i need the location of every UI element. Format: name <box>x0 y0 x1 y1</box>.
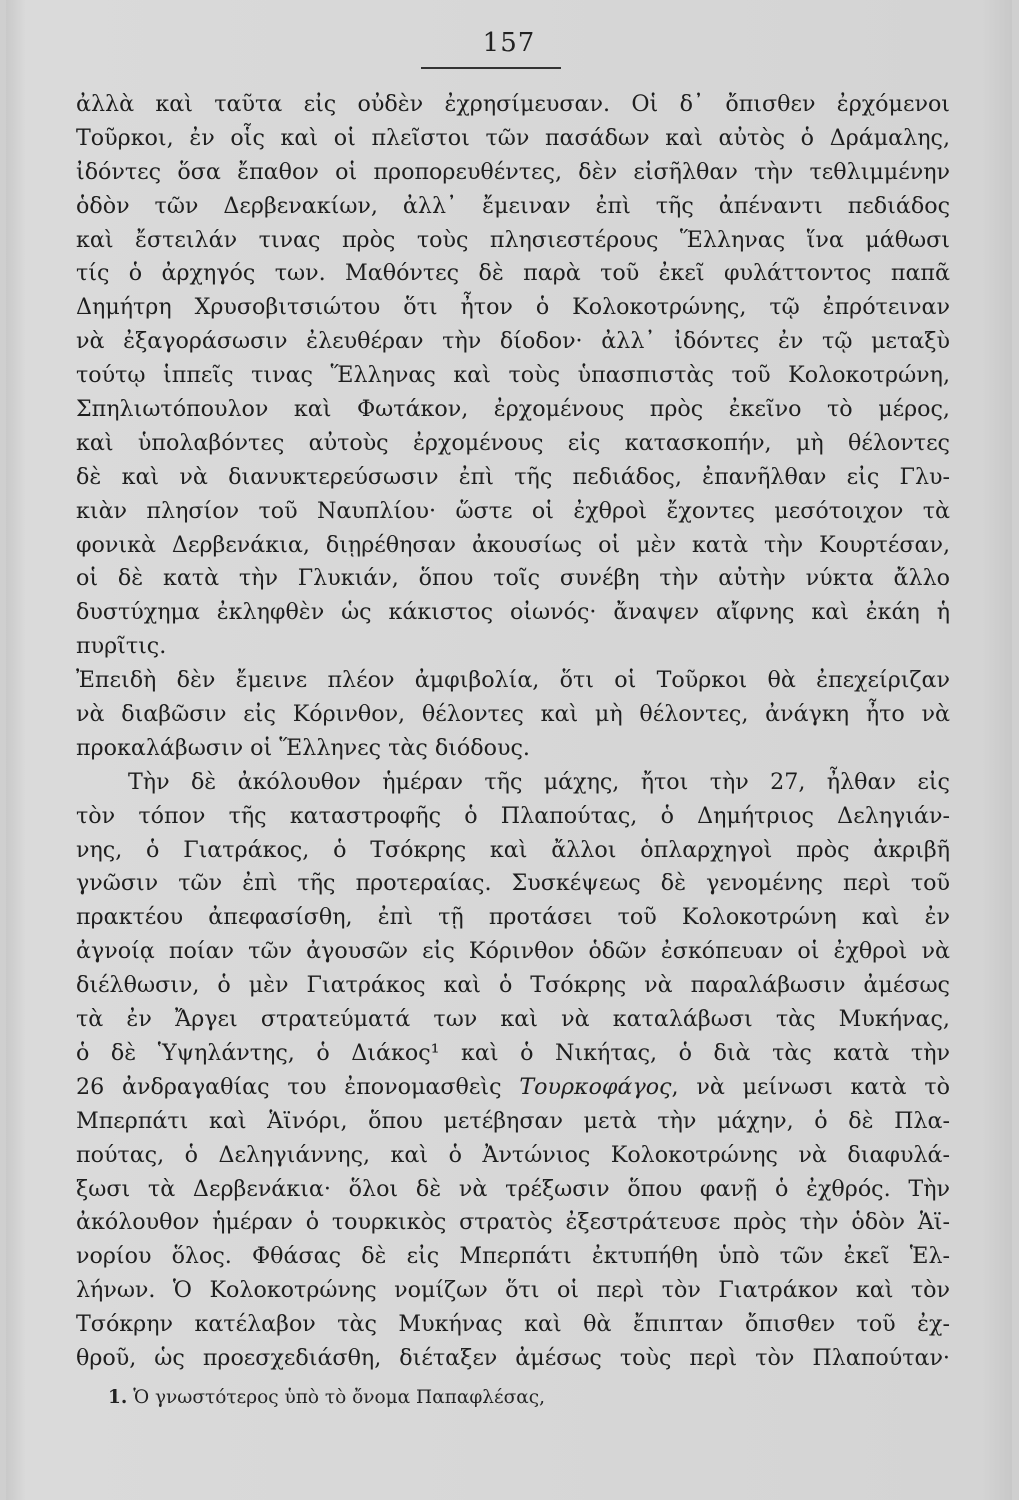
header-rule <box>421 67 561 69</box>
text-line: καὶ ὑπολαβόντες αὐτοὺς ἐρχομένους εἰς κατασκοπήν, μὴ θέλοντες <box>76 429 950 456</box>
text-line: 26 ἀνδραγαθίας του ἐπονομασθεὶς Τουρκοφάγος, νὰ μείνωσι κατὰ τὸ <box>76 1073 950 1100</box>
text-line: πυρῖτις. <box>76 633 167 660</box>
text-line: ἀκόλουθον ἡμέραν ὁ τουρκικὸς στρατὸς ἐξεστράτευσε πρὸς τὴν ὁδὸν Ἁϊ- <box>76 1209 950 1236</box>
text-line: Μπερπάτι καὶ Ἁϊνόρι, ὅπου μετέβησαν μετὰ τὴν μάχην, ὁ δὲ Πλα- <box>76 1107 950 1134</box>
text-line: δὲ καὶ νὰ διανυκτερεύσωσιν ἐπὶ τῆς πεδιάδος, ἐπανῆλθαν εἰς Γλυ- <box>76 463 950 490</box>
text-line: ξωσι τὰ Δερβενάκια· ὅλοι δὲ νὰ τρέξωσιν ὅπου φανῇ ὁ ἐχθρός. Τὴν <box>76 1175 950 1202</box>
text-line: ὁδὸν τῶν Δερβενακίων, ἀλλ᾽ ἔμειναν ἐπὶ τῆς ἀπέναντι πεδιάδος <box>76 192 950 219</box>
text-line: ἀγνοίᾳ ποίαν τῶν ἀγουσῶν εἰς Κόρινθον ὁδῶν ἐσκόπευαν οἱ ἐχθροὶ νὰ <box>76 938 950 965</box>
text-line: καὶ ἔστειλάν τινας πρὸς τοὺς πλησιεστέρους Ἕλληνας ἵνα μάθωσι <box>76 226 950 253</box>
text-line: τὸν τόπον τῆς καταστροφῆς ὁ Πλαπούτας, ὁ Δημήτριος Δεληγιάν- <box>76 802 950 829</box>
text-line: κιὰν πλησίον τοῦ Ναυπλίου· ὥστε οἱ ἐχθροὶ ἔχοντες μεσότοιχον τὰ <box>76 497 950 524</box>
text-line: δυστύχημα ἐκληφθὲν ὡς κάκιστος οἰωνός· ἄναψεν αἴφνης καὶ ἐκάη ἡ <box>76 599 950 626</box>
page-number: 157 <box>482 28 536 58</box>
text-line: διέλθωσιν, ὁ μὲν Γιατράκος καὶ ὁ Τσόκρης νὰ παραλάβωσιν ἀμέσως <box>76 972 950 999</box>
text-line: λήνων. Ὁ Κολοκοτρώνης νομίζων ὅτι οἱ περὶ τὸν Γιατράκον καὶ τὸν <box>76 1277 950 1304</box>
text-line: τίς ὁ ἀρχηγός των. Μαθόντες δὲ παρὰ τοῦ ἐκεῖ φυλάττοντος παπᾶ <box>76 260 950 287</box>
text-line: τὰ ἐν Ἄργει στρατεύματά των καὶ νὰ καταλάβωσι τὰς Μυκήνας, <box>76 1006 950 1033</box>
text-line: φονικὰ Δερβενάκια, διῃρέθησαν ἀκουσίως οἱ μὲν κατὰ τὴν Κουρτέσαν, <box>76 531 950 558</box>
body-text <box>76 88 950 1376</box>
text-line: ἰδόντες ὅσα ἔπαθον οἱ προπορευθέντες, δὲν εἰσῆλθαν τὴν τεθλιμμένην <box>76 158 950 185</box>
text-line: ἀλλὰ καὶ ταῦτα εἰς οὐδὲν ἐχρησίμευσαν. Οἱ δ᾽ ὄπισθεν ἐρχόμενοι <box>76 91 950 117</box>
text-line: θροῦ, ὡς προεσχεδιάσθη, διέταξεν ἀμέσως τοὺς περὶ τὸν Πλαπούταν· <box>76 1344 950 1371</box>
text-line: Τσόκρην κατέλαβον τὰς Μυκήνας καὶ θὰ ἔπιπταν ὄπισθεν τοῦ ἐχ- <box>76 1311 950 1338</box>
text-line: οἱ δὲ κατὰ τὴν Γλυκιάν, ὅπου τοῖς συνέβη τὴν αὐτὴν νύκτα ἄλλο <box>76 565 950 592</box>
text-line: προκαλάβωσιν οἱ Ἕλληνες τὰς διόδους. <box>76 734 530 761</box>
text-line: νὰ ἐξαγοράσωσιν ἐλευθέραν τὴν δίοδον· ἀλλ᾽ ἰδόντες ἐν τῷ μεταξὺ <box>76 328 950 355</box>
text-line: πούτας, ὁ Δεληγιάννης, καὶ ὁ Ἀντώνιος Κολοκοτρώνης νὰ διαφυλά- <box>76 1141 950 1168</box>
text-line: πρακτέου ἀπεφασίσθη, ἐπὶ τῇ προτάσει τοῦ Κολοκοτρώνη καὶ ἐν <box>76 904 950 931</box>
text-line: Ἐπειδὴ δὲν ἔμεινε πλέον ἀμφιβολία, ὅτι οἱ Τοῦρκοι θὰ ἐπεχείριζαν <box>76 667 950 694</box>
text-line: νορίου ὅλος. Φθάσας δὲ εἰς Μπερπάτι ἐκτυπήθη ὑπὸ τῶν ἐκεῖ Ἑλ- <box>76 1243 950 1270</box>
text-line: νὰ διαβῶσιν εἰς Κόρινθον, θέλοντες καὶ μὴ θέλοντες, ἀνάγκη ἦτο νὰ <box>76 701 950 728</box>
italic-epithet: Τουρκοφάγος <box>519 1073 672 1100</box>
footnote-mark: 1. <box>108 1387 128 1408</box>
text-line: Σπηλιωτόπουλον καὶ Φωτάκον, ἐρχομένους πρὸς ἐκεῖνο τὸ μέρος, <box>76 396 950 423</box>
footnote-text: Ὁ γνωστότερος ὑπὸ τὸ ὄνομα Παπαφλέσας, <box>133 1387 545 1408</box>
text-line: γνῶσιν τῶν ἐπὶ τῆς προτεραίας. Συσκέψεως δὲ γενομένης περὶ τοῦ <box>76 870 950 897</box>
text-line: Τὴν δὲ ἀκόλουθον ἡμέραν τῆς μάχης, ἤτοι τὴν 27, ἦλθαν εἰς <box>128 768 950 795</box>
text-line: ὁ δὲ Ὑψηλάντης, ὁ Διάκος¹ καὶ ὁ Νικήτας, ὁ διὰ τὰς κατὰ τὴν <box>76 1039 950 1066</box>
book-page <box>6 0 1012 1500</box>
text-line: τούτῳ ἱππεῖς τινας Ἕλληνας καὶ τοὺς ὑπασπιστὰς τοῦ Κολοκοτρώνη, <box>76 362 950 389</box>
text-line: Τοῦρκοι, ἐν οἷς καὶ οἱ πλεῖστοι τῶν πασάδων καὶ αὐτὸς ὁ Δράμαλης, <box>76 124 950 151</box>
text-line: Δημήτρη Χρυσοβιτσιώτου ὅτι ἦτον ὁ Κολοκοτρώνης, τῷ ἐπρότειναν <box>76 294 950 321</box>
text-line: νης, ὁ Γιατράκος, ὁ Τσόκρης καὶ ἄλλοι ὁπλαρχηγοὶ πρὸς ἀκριβῆ <box>76 836 950 863</box>
footnote <box>108 1384 545 1412</box>
